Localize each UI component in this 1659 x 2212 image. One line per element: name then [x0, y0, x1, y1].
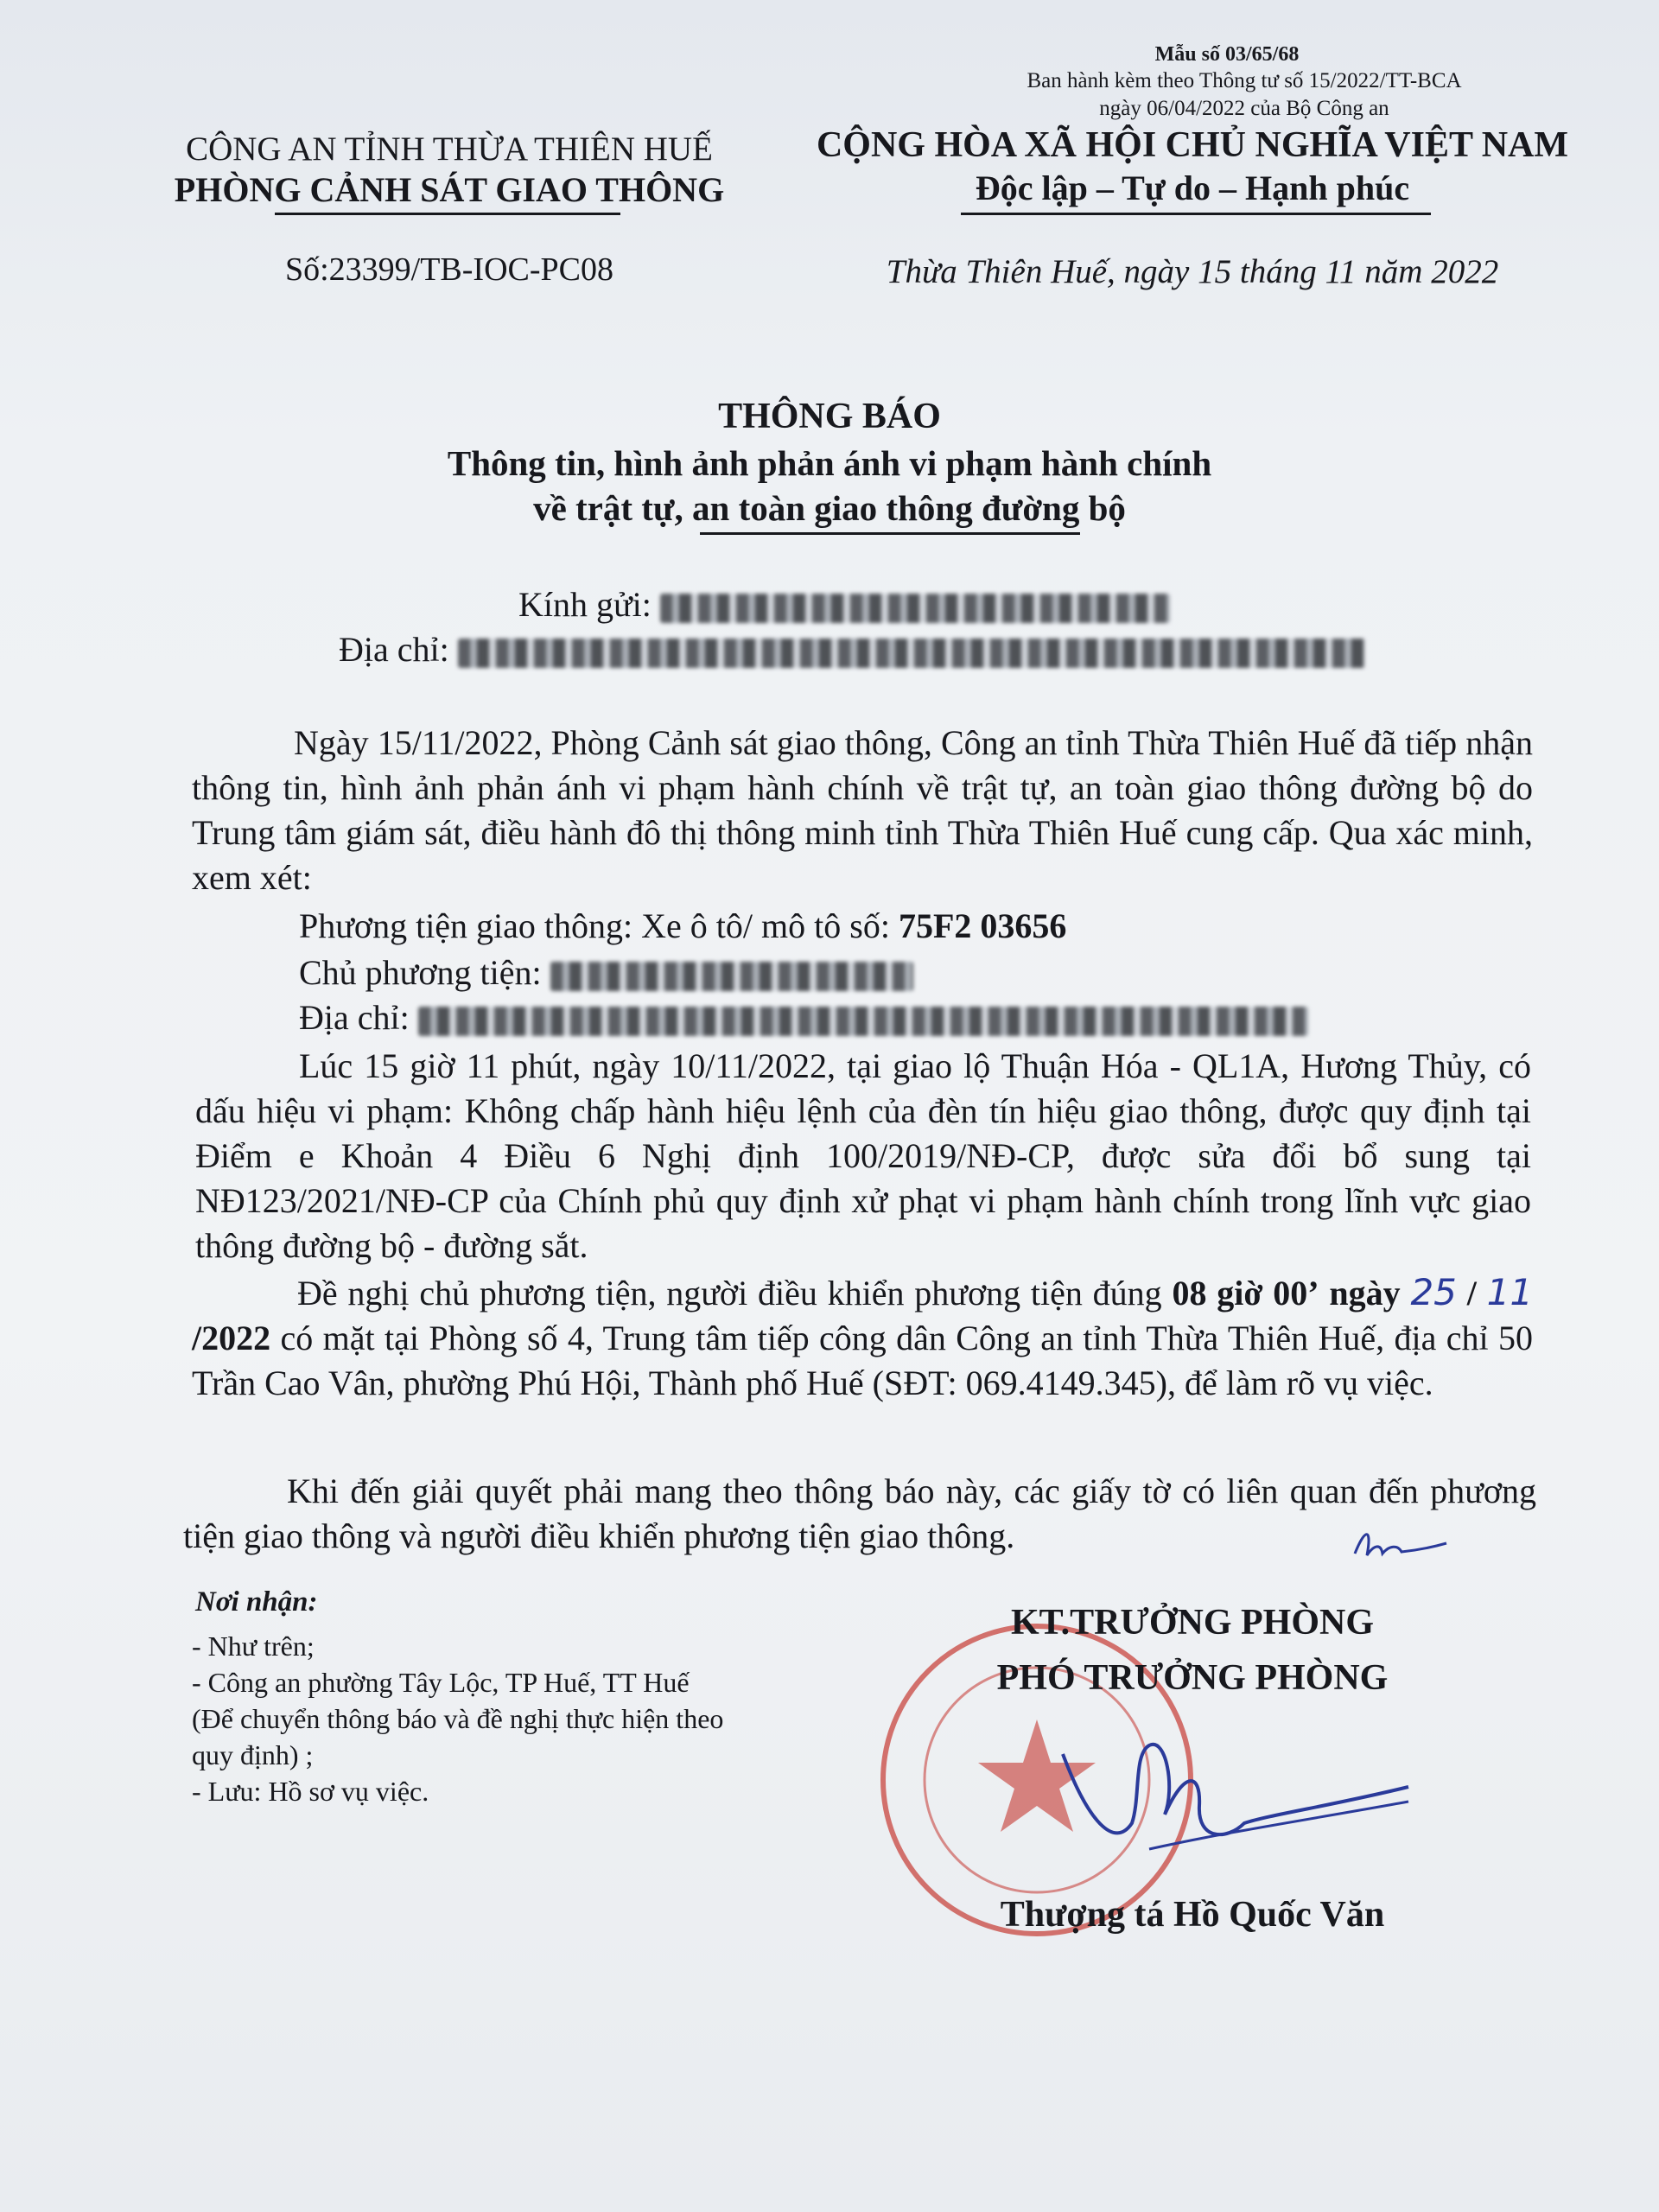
document-number: Số:23399/TB-IOC-PC08: [284, 251, 614, 288]
recipient-address-line: [339, 629, 1365, 670]
owner-label: Chủ phương tiện:: [299, 953, 542, 992]
document-subtitle-2: về trật tự, an toàn giao thông đường bộ: [533, 488, 1126, 528]
summons-text-start: Đề nghị chủ phương tiện, người điều khiển phương tiện đúng: [297, 1274, 1162, 1313]
title-underline: [700, 532, 1080, 535]
agency-parent: CÔNG AN TỈNH THỪA THIÊN HUẾ: [186, 130, 713, 168]
form-number: Mẫu số 03/65/68: [1154, 43, 1300, 66]
vehicle-line: [299, 906, 1066, 946]
recipient-line: [518, 584, 1170, 625]
redacted-owner-name: [550, 962, 913, 991]
vehicle-label: Phương tiện giao thông: Xe ô tô/ mô tô số:: [299, 906, 890, 945]
signature-title-1: KT.TRƯỞNG PHÒNG: [1011, 1603, 1374, 1643]
vehicle-plate: 75F2 03656: [898, 906, 1067, 945]
owner-address-label: Địa chỉ:: [299, 998, 410, 1037]
summons-year: /2022: [192, 1319, 271, 1357]
owner-address-line: [299, 997, 1308, 1038]
paragraph-violation: Lúc 15 giờ 11 phút, ngày 10/11/2022, tại giao lộ Thuận Hóa - QL1A, Hương Thủy, có dấu hiệu vi phạm: Không chấp hành hiệu lệnh của đèn tín hiệu giao thông, được quy định tại Điểm e Khoản 4 Điều 6 Nghị định 100/2019/NĐ-CP, được sửa đổi bổ sung tại NĐ123/2021/NĐ-CP của Chính phủ quy định xử phạt vi phạm hành chính trong lĩnh vực giao thông đường bộ - đường sắt.: [195, 1046, 1531, 1265]
national-motto: Độc lập – Tự do – Hạnh phúc: [975, 168, 1410, 207]
recipient-address-label: Địa chỉ:: [339, 630, 449, 669]
country-name: CỘNG HÒA XÃ HỘI CHỦ NGHĨA VIỆT NAM: [816, 125, 1569, 165]
paragraph-intake: Ngày 15/11/2022, Phòng Cảnh sát giao thông, Công an tỉnh Thừa Thiên Huế đã tiếp nhận thông tin, hình ảnh phản ánh vi phạm hành chính về trật tự, an toàn giao thông đường bộ do Trung tâm giám sát, điều hành đô thị thông minh tỉnh Thừa Thiên Huế cung cấp. Qua xác minh, xem xét:: [192, 723, 1533, 897]
paragraph-summons: Đề nghị chủ phương tiện, người điều khiển phương tiện đúng 08 giờ 00’ ngày 25 / 11 /2022 có mặt tại Phòng số 4, Trung tâm tiếp công dân Công an tỉnh Thừa Thiên Huế, địa chỉ 50 Trần Cao Vân, phường Phú Hội, Thành phố Huế (SĐT: 069.4149.345), để làm rõ vụ việc.: [192, 1271, 1534, 1402]
handwritten-month: 11: [1486, 1271, 1534, 1313]
handwritten-day: 25: [1410, 1271, 1457, 1313]
signer-name: Thượng tá Hồ Quốc Văn: [1000, 1895, 1385, 1935]
paragraph-instructions: Khi đến giải quyết phải mang theo thông báo này, các giấy tờ có liên quan đến phương tiện giao thông và người điều khiển phương tiện giao thông.: [183, 1471, 1536, 1555]
summons-time: 08 giờ 00’: [1172, 1274, 1319, 1313]
recipients-heading: Nơi nhận:: [195, 1586, 318, 1618]
summons-text-rest: có mặt tại Phòng số 4, Trung tâm tiếp công dân Công an tỉnh Thừa Thiên Huế, địa chỉ 50 Trần Cao Vân, phường Phú Hội, Thành phố Huế (SĐT: 069.4149.345), để làm rõ vụ việc.: [192, 1319, 1533, 1402]
agency-unit: PHÒNG CẢNH SÁT GIAO THÔNG: [174, 170, 725, 209]
summons-day-label: ngày: [1329, 1274, 1401, 1313]
redacted-owner-address: [418, 1007, 1308, 1036]
agency-underline: [275, 213, 620, 215]
form-issued-with: Ban hành kèm theo Thông tư số 15/2022/TT-BCA: [1027, 69, 1462, 92]
signature-title-2: PHÓ TRƯỞNG PHÒNG: [996, 1658, 1389, 1698]
handwritten-signature: [1054, 1719, 1417, 1866]
document-title: THÔNG BÁO: [718, 397, 941, 436]
recipients-list: [192, 1628, 723, 1809]
motto-underline: [961, 213, 1431, 215]
recipients-item: - Lưu: Hồ sơ vụ việc.: [192, 1776, 429, 1807]
redacted-recipient-name: [660, 594, 1170, 623]
form-issued-date: ngày 06/04/2022 của Bộ Công an: [1099, 97, 1389, 120]
redacted-recipient-address: [458, 639, 1365, 668]
recipients-item: - Công an phường Tây Lộc, TP Huế, TT Huế: [192, 1667, 690, 1698]
place-date: Thừa Thiên Huế, ngày 15 tháng 11 năm 2022: [886, 253, 1499, 290]
document-subtitle-1: Thông tin, hình ảnh phản ánh vi phạm hành chính: [447, 443, 1212, 483]
recipients-item: - Như trên;: [192, 1630, 315, 1662]
recipients-item: (Để chuyển thông báo và đề nghị thực hiện theo: [192, 1703, 724, 1734]
recipients-item: quy định) ;: [192, 1739, 314, 1770]
owner-line: [299, 952, 913, 993]
initials-mark: [1348, 1519, 1452, 1571]
recipient-label: Kính gửi:: [518, 585, 652, 624]
